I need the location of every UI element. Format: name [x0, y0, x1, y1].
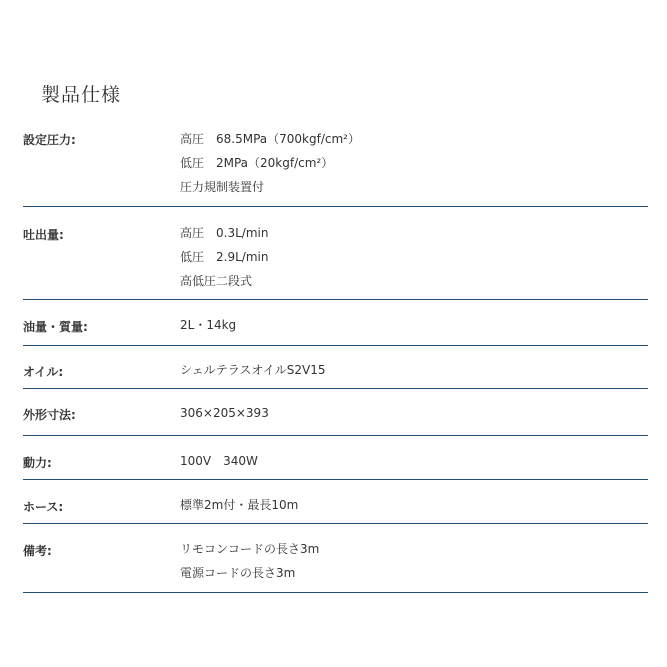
spec-value: 低圧 2MPa（20kgf/cm²） [180, 156, 334, 170]
spec-value: 高低圧二段式 [180, 274, 253, 288]
spec-values [180, 449, 648, 473]
spec-label: 設定圧力: [23, 133, 76, 147]
spec-row-oil [23, 346, 648, 389]
spec-label: 備考: [23, 544, 52, 558]
spec-value: 圧力規制装置付 [180, 180, 265, 194]
spec-row-hose [23, 480, 648, 524]
spec-value: 306×205×393 [180, 406, 269, 420]
spec-value: 2L・14kg [180, 318, 237, 332]
spec-label: オイル: [23, 365, 64, 379]
page-title: 製品仕様 [41, 84, 122, 106]
spec-label: ホース: [23, 500, 64, 514]
spec-values [180, 537, 648, 585]
spec-value: 低圧 2.9L/min [180, 250, 269, 264]
spec-values [180, 313, 648, 337]
spec-label: 吐出量: [23, 228, 64, 242]
spec-value: リモコンコードの長さ3m [180, 542, 320, 556]
spec-row-discharge [23, 207, 648, 300]
spec-value: 高圧 0.3L/min [180, 226, 269, 240]
spec-row-dimensions [23, 389, 648, 436]
spec-row-notes [23, 524, 648, 593]
spec-value: シェルテラスオイルS2V15 [180, 363, 326, 377]
spec-row-set-pressure [23, 118, 648, 207]
spec-value: 電源コードの長さ3m [180, 566, 296, 580]
spec-value: 標準2m付・最長10m [180, 498, 299, 512]
spec-label: 油量・質量: [23, 320, 88, 334]
spec-values [180, 127, 648, 199]
spec-row-power [23, 436, 648, 480]
spec-value: 100V 340W [180, 454, 258, 468]
spec-values [180, 221, 648, 293]
spec-table [23, 118, 648, 593]
spec-values [180, 493, 648, 517]
spec-label: 外形寸法: [23, 408, 76, 422]
spec-value: 高圧 68.5MPa（700kgf/cm²） [180, 132, 360, 146]
spec-label: 動力: [23, 456, 52, 470]
spec-values [180, 358, 648, 382]
spec-values [180, 401, 648, 425]
spec-row-oil-weight [23, 300, 648, 346]
